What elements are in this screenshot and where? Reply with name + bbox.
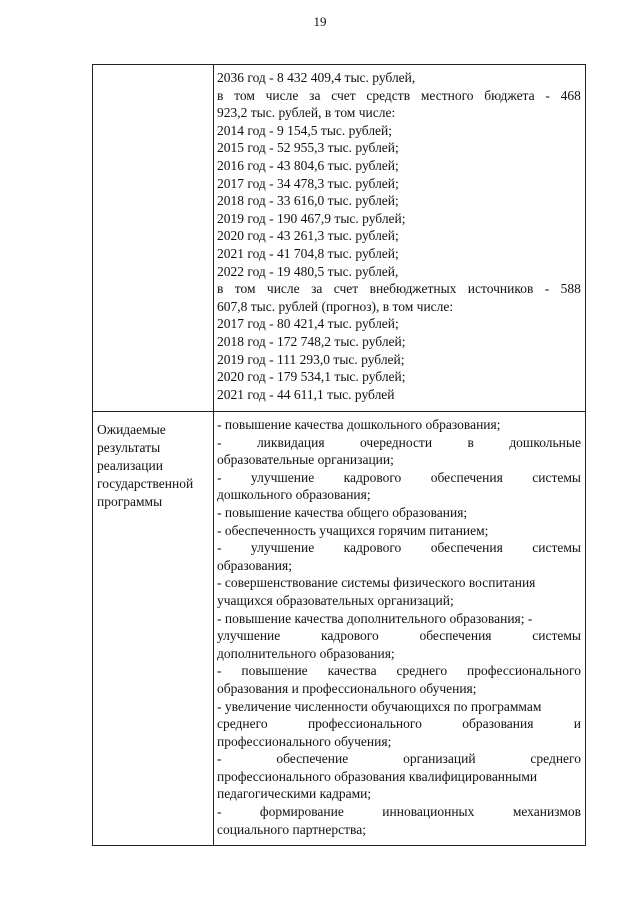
result-line: дошкольного образования; (217, 487, 371, 503)
result-line: - увеличение численности обучающихся по программам (217, 698, 542, 714)
result-line: - повышение качества дополнительного образования; - (217, 610, 533, 626)
result-line: - формирование инновационных механизмов (217, 804, 581, 820)
funding-line: 2018 год - 172 748,2 тыс. рублей; (217, 333, 406, 349)
funding-line: 2014 год - 9 154,5 тыс. рублей; (217, 122, 393, 138)
funding-text-cell (217, 69, 581, 403)
expected-results-cell (217, 416, 581, 838)
label-line: результаты (97, 440, 161, 455)
result-line: - улучшение кадрового обеспечения системы (217, 540, 581, 556)
funding-line: 2016 год - 43 804,6 тыс. рублей; (217, 157, 399, 173)
result-line: - повышение качества общего образования; (217, 504, 468, 520)
result-line: - повышение качества среднего профессионального (217, 663, 581, 679)
result-line: профессионального образования квалифицированными (217, 768, 538, 784)
result-line: - совершенствование системы физического воспитания (217, 575, 536, 591)
label-line: программы (97, 494, 163, 509)
result-line: образования и профессионального обучения; (217, 680, 477, 696)
funding-line: в том числе за счет внебюджетных источников - 588 (217, 281, 581, 297)
funding-line: 923,2 тыс. рублей, в том числе: (217, 105, 396, 121)
label-line: государственной (97, 476, 194, 491)
result-line: - обеспеченность учащихся горячим питанием; (217, 522, 489, 538)
funding-line: 2020 год - 179 534,1 тыс. рублей; (217, 369, 406, 385)
result-line: - обеспечение организаций среднего (217, 751, 581, 767)
result-line: - ликвидация очередности в дошкольные (217, 434, 581, 450)
results-label-cell (97, 421, 209, 511)
funding-line: 2015 год - 52 955,3 тыс. рублей; (217, 140, 399, 156)
funding-line: 2019 год - 111 293,0 тыс. рублей; (217, 351, 405, 367)
program-table (92, 64, 586, 846)
result-line: профессионального обучения; (217, 733, 392, 749)
result-line: улучшение кадрового обеспечения системы (217, 628, 581, 644)
result-line: среднего профессионального образования и (217, 716, 581, 732)
funding-line: 2018 год - 33 616,0 тыс. рублей; (217, 193, 399, 209)
funding-line: 2017 год - 34 478,3 тыс. рублей; (217, 175, 399, 191)
result-line: социального партнерства; (217, 821, 366, 837)
label-line: Ожидаемые (97, 422, 166, 437)
page-number: 19 (313, 14, 327, 29)
result-line: - улучшение кадрового обеспечения системы (217, 469, 581, 485)
funding-line: 2021 год - 44 611,1 тыс. рублей (217, 386, 395, 402)
funding-line: 2020 год - 43 261,3 тыс. рублей; (217, 228, 399, 244)
funding-line: 2036 год - 8 432 409,4 тыс. рублей, (217, 70, 416, 85)
funding-line: 2019 год - 190 467,9 тыс. рублей; (217, 210, 406, 226)
funding-line: 607,8 тыс. рублей (прогноз), в том числе: (217, 298, 454, 314)
funding-line: в том числе за счет средств местного бюджета - 468 (217, 87, 581, 103)
funding-line: 2022 год - 19 480,5 тыс. рублей, (217, 263, 399, 279)
result-line: образовательные организации; (217, 452, 394, 468)
column-divider (213, 65, 214, 845)
label-line: реализации (97, 458, 163, 473)
result-line: дополнительного образования; (217, 645, 395, 661)
funding-line: 2021 год - 41 704,8 тыс. рублей; (217, 245, 399, 261)
result-line: педагогическими кадрами; (217, 786, 372, 802)
funding-line: 2017 год - 80 421,4 тыс. рублей; (217, 316, 399, 332)
result-line: учащихся образовательных организаций; (217, 592, 454, 608)
result-line: образования; (217, 557, 292, 573)
result-line: - повышение качества дошкольного образования; (217, 417, 501, 432)
row-divider (93, 411, 585, 412)
